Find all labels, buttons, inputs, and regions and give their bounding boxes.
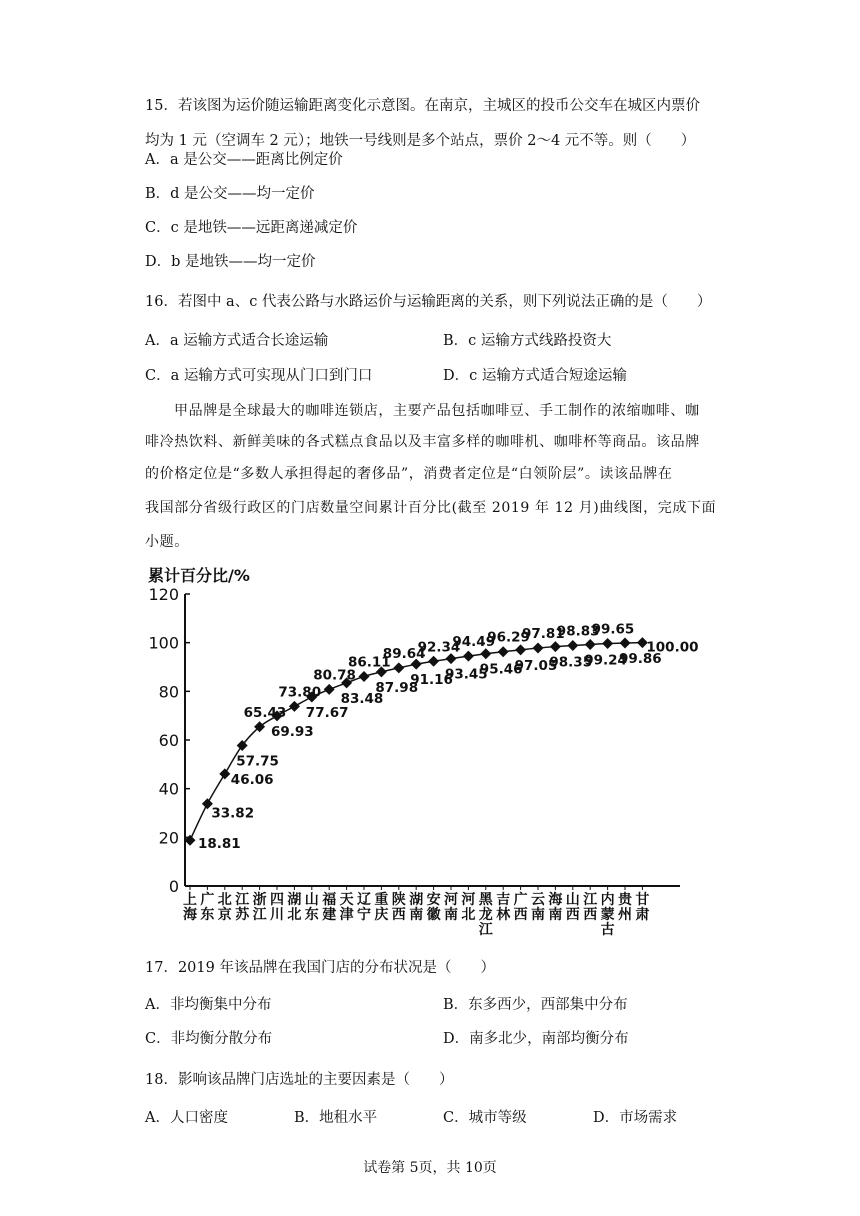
- cumulative-percentage-chart: [140, 556, 720, 946]
- chart-category-label: 黑龙江: [478, 892, 493, 938]
- chart-category-label: 湖北: [287, 892, 302, 923]
- q17-option-b: B．东多西少，西部集中分布: [443, 997, 628, 1013]
- chart-category-label: 天津: [339, 892, 354, 923]
- chart-y-tick-label: 120: [148, 585, 179, 604]
- q15-option-b: B．d 是公交——均一定价: [145, 186, 315, 202]
- chart-axes: [185, 594, 680, 886]
- chart-value-label: 69.93: [271, 723, 314, 740]
- q15-stem-line2: 均为 1 元（空调车 2 元）；地铁一号线则是多个站点，票价 2～4 元不等。则（ ）: [145, 133, 696, 149]
- chart-value-label: 57.75: [236, 753, 279, 770]
- chart-y-tick-label: 0: [168, 877, 179, 896]
- chart-category-label: 贵州: [618, 892, 632, 923]
- chart-value-label: 98.35: [549, 654, 593, 671]
- chart-value-label: 77.67: [305, 705, 349, 722]
- chart-category-label: 河北: [461, 892, 476, 923]
- q17-stem: 17．2019 年该品牌在我国门店的分布状况是（ ）: [145, 960, 495, 976]
- chart-category-label: 广东: [200, 892, 215, 923]
- chart-y-tick-label: 80: [158, 682, 179, 702]
- chart-value-label: 99.65: [591, 621, 635, 638]
- chart-category-label: 广西: [513, 892, 528, 923]
- passage-line4: 我国部分省级行政区的门店数量空间累计百分比(截至 2019 年 12 月)曲线图，完成下面: [145, 500, 717, 516]
- chart-data-point: [602, 638, 613, 649]
- chart-value-label: 18.81: [198, 836, 241, 853]
- chart-category-label: 上海: [183, 892, 197, 923]
- q17-option-c: C．非均衡分散分布: [145, 1031, 273, 1047]
- chart-data-point: [185, 835, 196, 846]
- passage-line5: 小题。: [145, 534, 189, 550]
- chart-category-labels: [183, 891, 649, 938]
- q15-stem-line1: 15．若该图为运价随运输距离变化示意图。在南京，主城区的投币公交车在城区内票价: [145, 98, 700, 114]
- chart-value-label: 89.64: [382, 645, 426, 662]
- chart-y-tick-label: 100: [148, 633, 179, 653]
- chart-value-label: 86.11: [348, 654, 391, 671]
- chart-y-tick-label: 60: [158, 731, 179, 750]
- chart-value-label: 87.98: [375, 679, 419, 696]
- chart-value-label: 83.48: [340, 690, 384, 707]
- chart-data-point: [567, 640, 578, 651]
- chart-value-label: 46.06: [230, 771, 274, 788]
- chart-data-point: [550, 641, 561, 652]
- chart-category-label: 北京: [217, 892, 232, 923]
- q16-option-b: B．c 运输方式线路投资大: [443, 333, 612, 349]
- q18-option-b: B．地租水平: [294, 1110, 378, 1126]
- chart-data-point: [324, 684, 335, 695]
- chart-category-label: 湖南: [409, 892, 424, 923]
- chart-data-point: [289, 701, 300, 712]
- chart-data-point: [585, 639, 596, 650]
- passage-line1: 甲品牌是全球最大的咖啡连锁店，主要产品包括咖啡豆、手工制作的浓缩咖啡、咖: [174, 403, 700, 419]
- chart-value-label: 80.78: [313, 667, 356, 684]
- chart-category-label: 甘肃: [635, 892, 650, 923]
- chart-value-label: 95.46: [479, 661, 523, 678]
- q16-option-c: C．a 运输方式可实现从门口到门口: [145, 368, 373, 384]
- chart-data-point: [428, 656, 439, 667]
- chart-category-label: 陕西: [391, 892, 406, 923]
- chart-value-label: 96.29: [487, 629, 530, 646]
- page-footer: 试卷第 5页，共 10页: [363, 1160, 497, 1176]
- chart-value-label: 98.83: [556, 623, 600, 640]
- chart-category-label: 浙江: [252, 892, 267, 923]
- chart-category-label: 河南: [444, 892, 458, 923]
- q18-stem: 18．影响该品牌门店选址的主要因素是（ ）: [145, 1072, 454, 1088]
- chart-value-label: 65.43: [243, 704, 287, 721]
- chart-y-tick-label: 40: [158, 779, 179, 799]
- q18-option-c: C．城市等级: [443, 1110, 527, 1126]
- chart-data-point: [515, 644, 526, 655]
- chart-value-label: 93.45: [445, 666, 488, 683]
- chart-category-label: 海南: [548, 892, 563, 923]
- chart-y-axis-label: 累计百分比/%: [148, 566, 250, 585]
- chart-data-point: [533, 642, 544, 653]
- q18-option-d: D．市场需求: [593, 1110, 678, 1126]
- chart-value-label: 92.34: [417, 639, 461, 656]
- chart-y-tick-label: 20: [158, 828, 179, 848]
- q15-option-d: D．b 是地铁——均一定价: [145, 254, 316, 270]
- chart-category-label: 山西: [565, 892, 580, 923]
- chart-data-point: [620, 638, 631, 649]
- chart-value-label: 73.80: [278, 684, 322, 701]
- chart-category-label: 安徽: [426, 892, 441, 923]
- chart-value-label: 100.00: [646, 639, 699, 656]
- q18-option-a: A．人口密度: [145, 1110, 228, 1126]
- passage-line3: 的价格定位是“多数人承担得起的奢侈品”，消费者定位是“白领阶层”。读该品牌在: [145, 466, 673, 482]
- chart-value-label: 33.82: [211, 805, 255, 822]
- q15-option-a: A．a 是公交——距离比例定价: [145, 152, 343, 168]
- chart-category-label: 内蒙古: [600, 892, 615, 938]
- chart-category-label: 四川: [270, 892, 284, 923]
- chart-category-label: 吉林: [496, 892, 511, 923]
- chart-category-label: 江苏: [235, 892, 250, 923]
- q17-option-d: D．南多北少，南部均衡分布: [443, 1031, 629, 1047]
- chart-value-label: 94.49: [452, 634, 496, 651]
- chart-category-label: 江西: [583, 892, 598, 923]
- q16-stem: 16．若图中 a、c 代表公路与水路运价与运输距离的关系，则下列说法正确的是（ ）: [145, 294, 712, 310]
- q15-option-c: C．c 是地铁——远距离递减定价: [145, 220, 358, 236]
- chart-value-label: 97.81: [522, 625, 565, 642]
- chart-data-point: [219, 768, 230, 779]
- q16-option-d: D．c 运输方式适合短途运输: [443, 368, 627, 384]
- chart-data-point: [359, 671, 370, 682]
- chart-value-label: 99.86: [619, 651, 662, 668]
- chart-value-label: 99.24: [584, 652, 627, 669]
- chart-category-label: 福建: [322, 892, 337, 923]
- chart-value-label: 91.16: [410, 672, 453, 689]
- chart-category-label: 重庆: [374, 892, 389, 923]
- chart-data-point: [393, 662, 404, 673]
- chart-value-label: 97.05: [514, 657, 558, 674]
- q17-option-a: A．非均衡集中分布: [145, 997, 272, 1013]
- passage-line2: 啡冷热饮料、新鲜美味的各式糕点食品以及丰富多样的咖啡机、咖啡杯等商品。该品牌: [145, 434, 700, 450]
- chart-data-point: [498, 646, 509, 657]
- chart-data-point: [463, 651, 474, 662]
- chart-category-label: 云南: [531, 892, 545, 923]
- chart-category-label: 山东: [304, 892, 319, 923]
- chart-category-label: 辽宁: [357, 892, 371, 923]
- q16-option-a: A．a 运输方式适合长途运输: [145, 333, 329, 349]
